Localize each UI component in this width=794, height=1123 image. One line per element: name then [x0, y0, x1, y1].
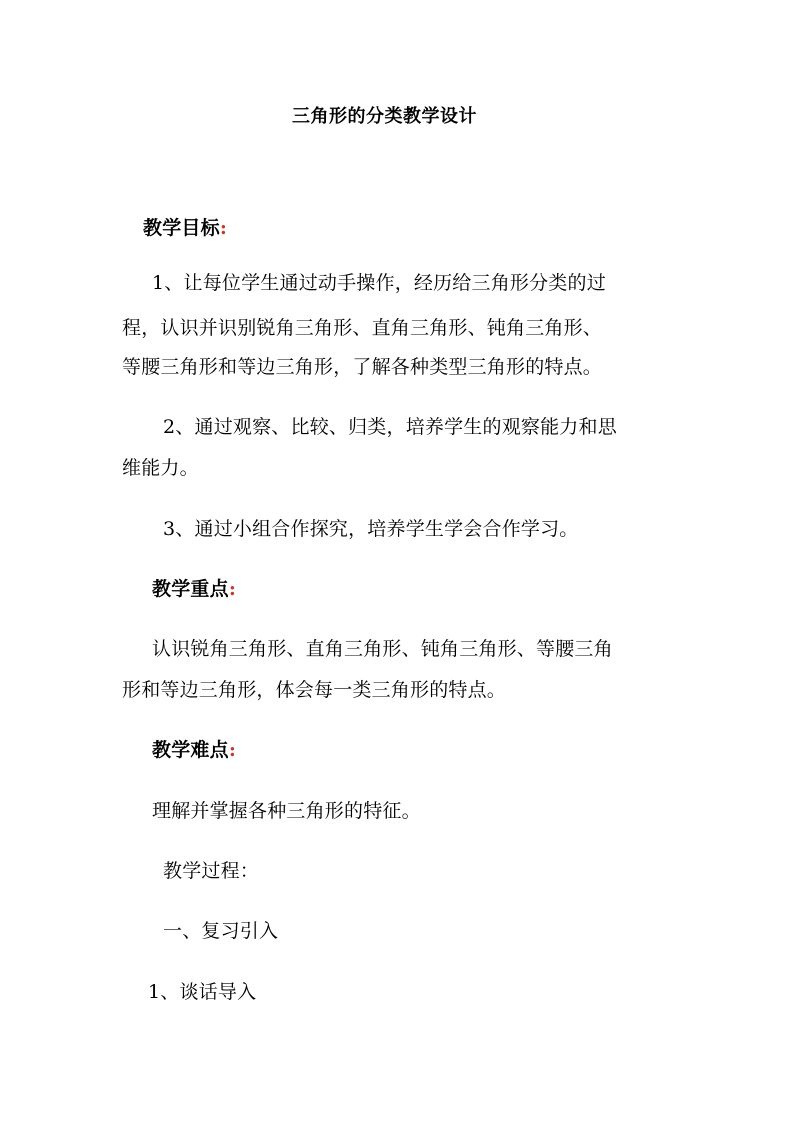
difficulty-text: 理解并掌握各种三角形的特征。: [152, 800, 421, 822]
keypoints-heading-text: 教学重点: [152, 578, 229, 600]
objectives-heading-colon: :: [219, 217, 228, 239]
keypoints-line-1: 认识锐角三角形、直角三角形、钝角三角形、等腰三角: [152, 638, 613, 660]
objectives-heading: [143, 216, 227, 240]
keypoints-heading: [152, 577, 236, 601]
keypoints-line-2: 形和等边三角形，体会每一类三角形的特点。: [122, 679, 507, 701]
objective-1-line-3: 等腰三角形和等边三角形，了解各种类型三角形的特点。: [122, 356, 603, 378]
objective-2-line-2: 维能力。: [122, 457, 199, 479]
document-title: 三角形的分类教学设计: [292, 106, 477, 127]
objective-3: 3、通过小组合作探究，培养学生学会合作学习。: [163, 518, 579, 540]
objective-1-line-1: 1、让每位学生通过动手操作，经历给三角形分类的过: [152, 272, 606, 294]
difficulty-heading: [152, 738, 236, 762]
process-heading: 教学过程：: [163, 860, 260, 882]
section-1-heading: 一、复习引入: [163, 920, 279, 942]
objectives-heading-text: 教学目标: [143, 217, 220, 239]
objective-1-line-2: 程，认识并识别锐角三角形、直角三角形、钝角三角形、: [122, 317, 603, 339]
item-1: 1、谈话导入: [148, 981, 257, 1003]
difficulty-heading-text: 教学难点: [152, 739, 229, 761]
keypoints-heading-colon: :: [228, 578, 237, 600]
difficulty-heading-colon: :: [228, 739, 237, 761]
objective-2-line-1: 2、通过观察、比较、归类，培养学生的观察能力和思: [163, 416, 617, 438]
